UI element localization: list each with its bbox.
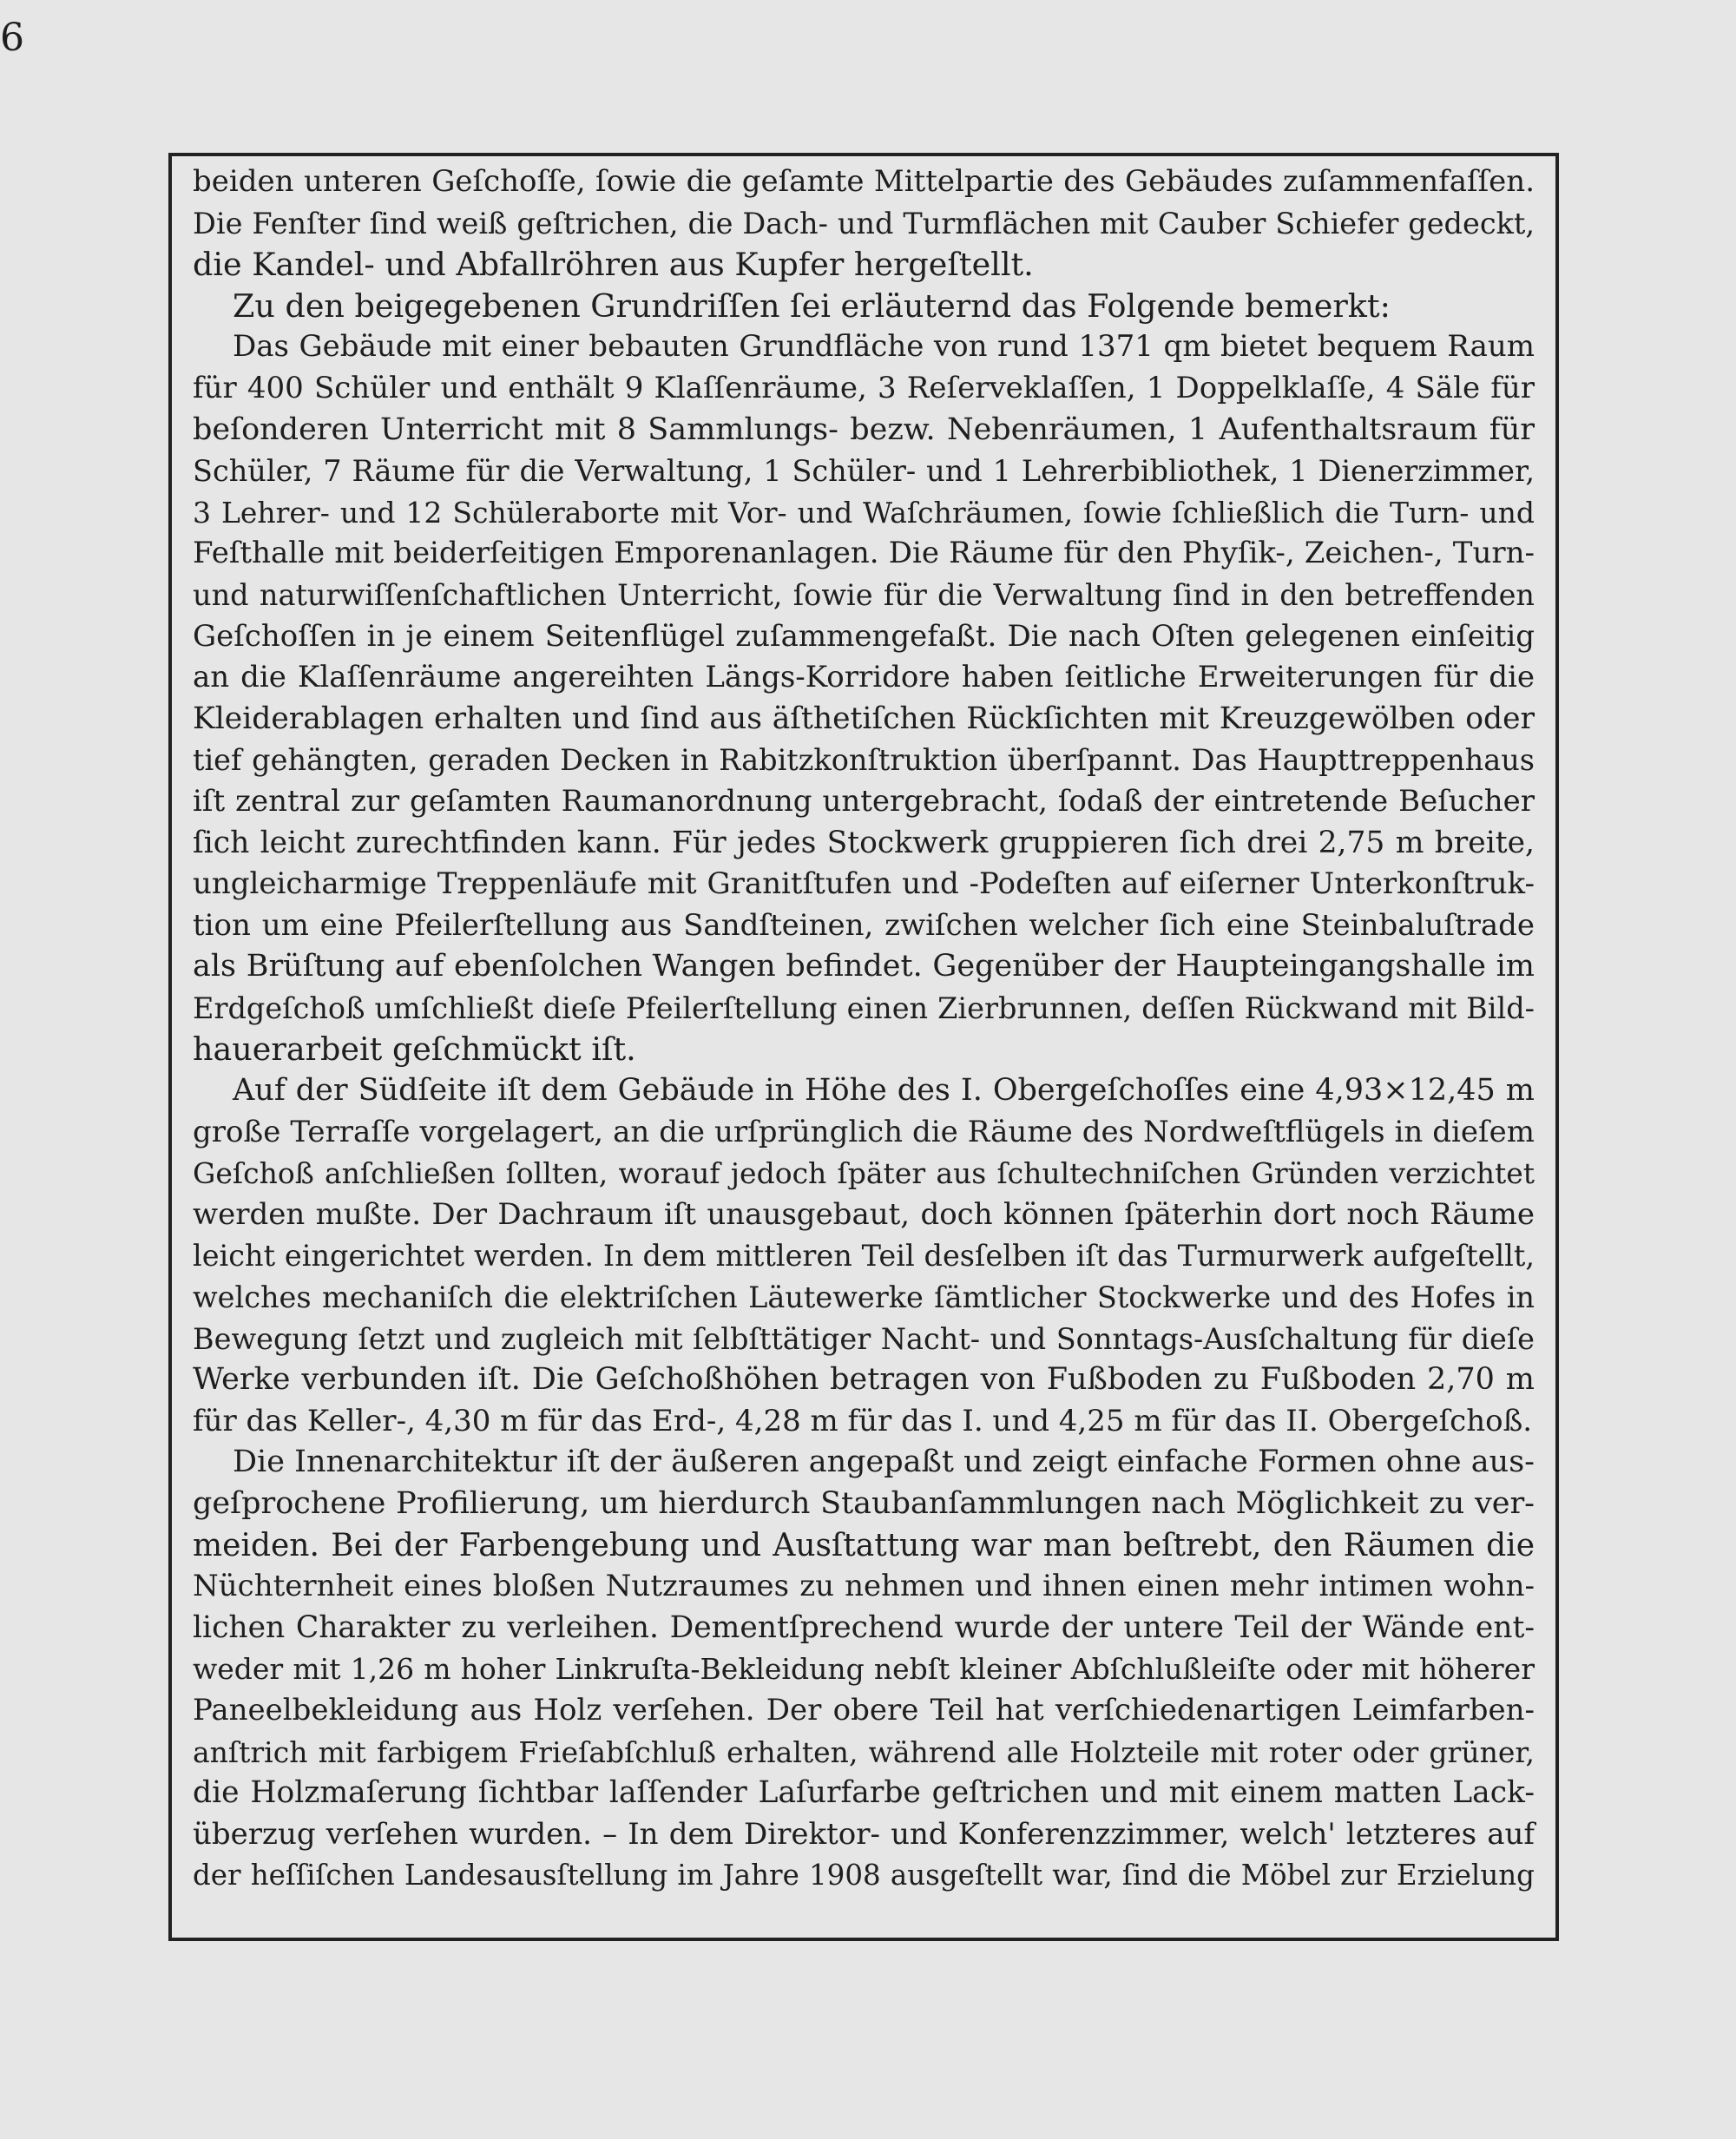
text-line: Paneelbekleidung aus Holz verſehen. Der obere Teil hat verſchiedenartigen Leimfarben- <box>193 1692 1535 1728</box>
text-line: Zu den beigegebenen Grundriſſen ſei erläuternd das Folgende bemerkt: <box>233 286 1391 325</box>
paragraph <box>193 1442 1535 1897</box>
text-line: Die Fenſter ſind weiß geſtrichen, die Dach- und Turmflächen mit Cauber Schiefer gedeckt, <box>193 206 1535 240</box>
text-line: geſprochene Profilierung, um hierdurch Staubanſammlungen nach Möglichkeit zu ver- <box>193 1486 1535 1521</box>
text-line: Feſthalle mit beiderſeitigen Emporenanlagen. Die Räume für den Phyſik-, Zeichen-, Turn- <box>193 536 1535 571</box>
text-line: tion um eine Pfeilerſtellung aus Sandſteinen, zwiſchen welcher ſich eine Steinbaluſtrade <box>193 907 1535 943</box>
text-line: als Brüſtung auf ebenſolchen Wangen befindet. Gegenüber der Haupteingangshalle im <box>193 949 1535 984</box>
text-line: für 400 Schüler und enthält 9 Klaſſenräume, 3 Reſerveklaſſen, 1 Doppelklaſſe, 4 Säle für <box>193 370 1535 405</box>
text-line: für das Keller-, 4,30 m für das Erd-, 4,28 m für das I. und 4,25 m für das II. Obergeſchoß. <box>193 1403 1533 1438</box>
paragraph <box>193 1070 1535 1442</box>
paragraph <box>193 161 1535 286</box>
text-line: meiden. Bei der Farbengebung und Ausſtattung war man beſtrebt, den Räumen die <box>193 1527 1535 1563</box>
text-line: der heſſiſchen Landesausſtellung im Jahre 1908 ausgeſtellt war, ſind die Möbel zur Erzielung <box>193 1859 1535 1892</box>
text-line: welches mechaniſch die elektriſchen Läutewerke ſämtlicher Stockwerke und des Hofes in <box>193 1280 1535 1315</box>
text-line: iſt zentral zur geſamten Raumanordnung untergebracht, ſodaß der eintretende Beſucher <box>193 783 1535 819</box>
text-line: tief gehängten, geraden Decken in Rabitzkonſtruktion überſpannt. Das Haupttreppenhaus <box>193 743 1535 778</box>
text-line: beſonderen Unterricht mit 8 Sammlungs- bezw. Nebenräumen, 1 Aufenthaltsraum für <box>193 411 1535 447</box>
paragraph <box>193 326 1535 1070</box>
text-line: leicht eingerichtet werden. In dem mittleren Teil desſelben iſt das Turmurwerk aufgeſtellt, <box>193 1239 1535 1274</box>
text-line: die Holzmaſerung ſichtbar laſſender Laſurfarbe geſtrichen und mit einem matten Lack- <box>193 1775 1535 1811</box>
text-line: anſtrich mit farbigem Frieſabſchluß erhalten, während alle Holzteile mit roter oder grüner, <box>193 1734 1535 1769</box>
text-line: Kleiderablagen erhalten und ſind aus äſthetiſchen Rückſichten mit Kreuzgewölben oder <box>193 701 1535 736</box>
page-number: 6 <box>0 16 24 60</box>
text-line: Bewegung ſetzt und zugleich mit ſelbſttätiger Nacht- und Sonntags-Ausſchaltung für dieſe <box>193 1321 1535 1356</box>
text-line: Auf der Südſeite iſt dem Gebäude in Höhe des I. Obergeſchoſſes eine 4,93×12,45 m <box>233 1073 1535 1109</box>
text-line: überzug verſehen wurden. – In dem Direktor- und Konferenzzimmer, welch' letzteres auf <box>193 1816 1535 1852</box>
text-line: beiden unteren Geſchoſſe, ſowie die geſamte Mittelpartie des Gebäudes zuſammenfaſſen. <box>193 164 1535 199</box>
text-line: Erdgeſchoß umſchließt dieſe Pfeilerſtellung einen Zierbrunnen, deſſen Rückwand mit Bild- <box>193 991 1535 1025</box>
text-line: ſich leicht zurechtfinden kann. Für jedes Stockwerk gruppieren ſich drei 2,75 m breite, <box>193 825 1535 860</box>
text-line: 3 Lehrer- und 12 Schüleraborte mit Vor- und Waſchräumen, ſowie ſchließlich die Turn- und <box>193 495 1535 530</box>
text-line: weder mit 1,26 m hoher Linkruſta-Bekleidung nebſt kleiner Abſchlußleiſte oder mit höherer <box>193 1652 1535 1687</box>
text-line: Geſchoß anſchließen ſollten, worauf jedoch ſpäter aus ſchultechniſchen Gründen verzichtet <box>193 1156 1535 1191</box>
text-frame <box>168 153 1559 1941</box>
text-line: hauerarbeit geſchmückt iſt. <box>193 1030 636 1069</box>
paragraph <box>193 286 1535 327</box>
text-line: und naturwiſſenſchaftlichen Unterricht, ſowie für die Verwaltung ſind in den betreffenden <box>193 577 1535 612</box>
text-line: Schüler, 7 Räume für die Verwaltung, 1 Schüler- und 1 Lehrerbibliothek, 1 Dienerzimmer, <box>193 454 1535 489</box>
text-body <box>193 161 1535 1897</box>
text-line: Geſchoſſen in je einem Seitenflügel zuſammengefaßt. Die nach Oſten gelegenen einſeitig <box>193 618 1535 654</box>
text-line: Werke verbunden iſt. Die Geſchoßhöhen betragen von Fußboden zu Fußboden 2,70 m <box>193 1362 1535 1398</box>
text-line: lichen Charakter zu verleihen. Dementſprechend wurde der untere Teil der Wände ent- <box>193 1609 1535 1645</box>
text-line: die Kandel- und Abfallröhren aus Kupfer hergeſtellt. <box>193 246 1034 284</box>
text-line: Nüchternheit eines bloßen Nutzraumes zu nehmen und ihnen einen mehr intimen wohn- <box>193 1569 1535 1604</box>
text-line: große Terraſſe vorgelagert, an die urſprünglich die Räume des Nordweſtflügels in dieſem <box>193 1114 1535 1149</box>
text-line: Das Gebäude mit einer bebauten Grundfläche von rund 1371 qm bietet bequem Raum <box>233 329 1535 365</box>
text-line: Die Innenarchitektur iſt der äußeren angepaßt und zeigt einfache Formen ohne aus- <box>233 1445 1535 1480</box>
text-line: an die Klaſſenräume angereihten Längs-Korridore haben ſeitliche Erweiterungen für die <box>193 660 1535 695</box>
text-line: werden mußte. Der Dachraum iſt unausgebaut, doch können ſpäterhin dort noch Räume <box>193 1196 1535 1232</box>
text-line: ungleicharmige Treppenläufe mit Granitſtufen und -Podeſten auf eiſerner Unterkonſtruk- <box>193 866 1535 902</box>
